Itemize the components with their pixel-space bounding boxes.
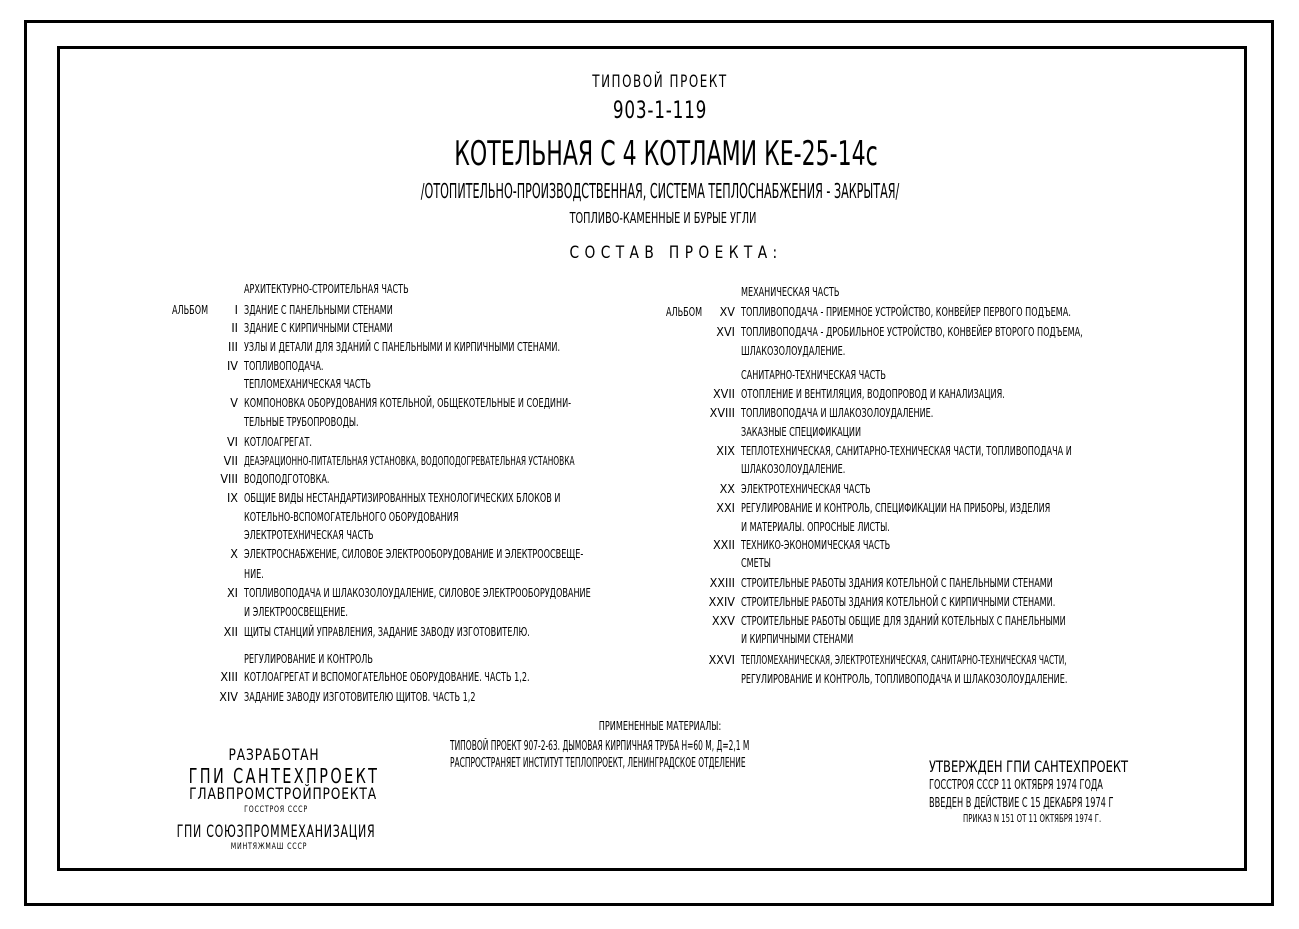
composition-heading: СОСТАВ ПРОЕКТА: <box>569 243 783 263</box>
album-row: XXV СТРОИТЕЛЬНЫЕ РАБОТЫ ОБЩИЕ ДЛЯ ЗДАНИЙ КОТЕЛЬНЫХ С ПАНЕЛЬНЫМИ <box>711 613 1066 628</box>
album-row: XXIII СТРОИТЕЛЬНЫЕ РАБОТЫ ЗДАНИЯ КОТЕЛЬНОЙ С ПАНЕЛЬНЫМИ СТЕНАМИ <box>709 575 1053 590</box>
album-row: XII ЩИТЫ СТАНЦИЙ УПРАВЛЕНИЯ, ЗАДАНИЕ ЗАВОДУ ИЗГОТОВИТЕЛЮ. <box>223 624 530 639</box>
album-row: IV ТОПЛИВОПОДАЧА. <box>226 358 324 373</box>
album-row-continued: НИЕ. <box>244 566 264 581</box>
developer-ministry: ГОССТРОЯ СССР <box>244 805 308 815</box>
section-electrical: ЭЛЕКТРОТЕХНИЧЕСКАЯ ЧАСТЬ <box>244 527 374 542</box>
album-row: XI ТОПЛИВОПОДАЧА И ШЛАКОЗОЛОУДАЛЕНИЕ, СИЛОВОЕ ЭЛЕКТРООБОРУДОВАНИЕ <box>226 585 591 600</box>
fuel-type: ТОПЛИВО-КАМЕННЫЕ И БУРЫЕ УГЛИ <box>569 209 757 227</box>
album-row: I ЗДАНИЕ С ПАНЕЛЬНЫМИ СТЕНАМИ <box>234 302 393 317</box>
section-regulation: РЕГУЛИРОВАНИЕ И КОНТРОЛЬ <box>244 651 373 666</box>
album-row-continued: ШЛАКОЗОЛОУДАЛЕНИЕ. <box>741 461 846 476</box>
album-row: XIII КОТЛОАГРЕГАТ И ВСПОМОГАТЕЛЬНОЕ ОБОРУДОВАНИЕ. ЧАСТЬ 1,2. <box>220 669 530 684</box>
album-row: XVIII ТОПЛИВОПОДАЧА И ШЛАКОЗОЛОУДАЛЕНИЕ. <box>709 405 934 420</box>
album-row: XXI РЕГУЛИРОВАНИЕ И КОНТРОЛЬ, СПЕЦИФИКАЦИИ НА ПРИБОРЫ, ИЗДЕЛИЯ <box>716 500 1051 515</box>
album-row: VI КОТЛОАГРЕГАТ. <box>226 434 312 449</box>
materials-line: РАСПРОСТРАНЯЕТ ИНСТИТУТ ТЕПЛОПРОЕКТ, ЛЕНИНГРАДСКОЕ ОТДЕЛЕНИЕ <box>450 756 746 771</box>
album-row-continued: РЕГУЛИРОВАНИЕ И КОНТРОЛЬ, ТОПЛИВОПОДАЧА И ШЛАКОЗОЛОУДАЛЕНИЕ. <box>741 671 1068 686</box>
order-number: ПРИКАЗ N 151 ОТ 11 ОКТЯБРЯ 1974 Г. <box>963 812 1102 825</box>
album-row: IX ОБЩИЕ ВИДЫ НЕСТАНДАРТИЗИРОВАННЫХ ТЕХНОЛОГИЧЕСКИХ БЛОКОВ И <box>226 490 561 505</box>
section-thermomechanical: ТЕПЛОМЕХАНИЧЕСКАЯ ЧАСТЬ <box>244 376 371 391</box>
album-row: II ЗДАНИЕ С КИРПИЧНЫМИ СТЕНАМИ <box>231 320 393 335</box>
album-label-left: АЛЬБОМ <box>172 302 209 317</box>
album-row-continued: ШЛАКОЗОЛОУДАЛЕНИЕ. <box>741 343 846 358</box>
album-row: XXVI ТЕПЛОМЕХАНИЧЕСКАЯ, ЭЛЕКТРОТЕХНИЧЕСКАЯ, САНИТАРНО-ТЕХНИЧЕСКАЯ ЧАСТИ, <box>708 652 1067 667</box>
approval-date: ГОССТРОЯ СССР 11 ОКТЯБРЯ 1974 ГОДА <box>929 778 1103 793</box>
developed-by: РАЗРАБОТАН <box>228 745 320 764</box>
section-specifications: ЗАКАЗНЫЕ СПЕЦИФИКАЦИИ <box>741 424 862 439</box>
album-row: XXIV СТРОИТЕЛЬНЫЕ РАБОТЫ ЗДАНИЯ КОТЕЛЬНОЙ С КИРПИЧНЫМИ СТЕНАМИ. <box>708 594 1056 609</box>
section-estimates: СМЕТЫ <box>741 555 771 570</box>
album-row: V КОМПОНОВКА ОБОРУДОВАНИЯ КОТЕЛЬНОЙ, ОБЩЕКОТЕЛЬНЫЕ И СОЕДИНИ- <box>230 395 572 410</box>
album-row: XVI ТОПЛИВОПОДАЧА - ДРОБИЛЬНОЕ УСТРОЙСТВО, КОНВЕЙЕР ВТОРОГО ПОДЪЕМА, <box>716 324 1083 339</box>
album-row: XX ЭЛЕКТРОТЕХНИЧЕСКАЯ ЧАСТЬ <box>719 481 871 496</box>
project-title: КОТЕЛЬНАЯ С 4 КОТЛАМИ КЕ-25-14с <box>454 134 878 174</box>
album-row-continued: КОТЕЛЬНО-ВСПОМОГАТЕЛЬНОГО ОБОРУДОВАНИЯ <box>244 509 459 524</box>
album-row: VII ДЕАЭРАЦИОННО-ПИТАТЕЛЬНАЯ УСТАНОВКА, ВОДОПОДОГРЕВАТЕЛЬНАЯ УСТАНОВКА <box>223 453 575 468</box>
section-mechanical: МЕХАНИЧЕСКАЯ ЧАСТЬ <box>741 284 840 299</box>
album-row-continued: ТЕЛЬНЫЕ ТРУБОПРОВОДЫ. <box>244 414 359 429</box>
approved-by: УТВЕРЖДЕН ГПИ САНТЕХПРОЕКТ <box>929 757 1129 776</box>
section-architecture: АРХИТЕКТУРНО-СТРОИТЕЛЬНАЯ ЧАСТЬ <box>244 281 409 296</box>
album-row-continued: И ЭЛЕКТРООСВЕЩЕНИЕ. <box>244 604 348 619</box>
section-sanitary: САНИТАРНО-ТЕХНИЧЕСКАЯ ЧАСТЬ <box>741 367 886 382</box>
project-type: ТИПОВОЙ ПРОЕКТ <box>592 72 728 92</box>
album-row: VIII ВОДОПОДГОТОВКА. <box>220 471 330 486</box>
album-row: III УЗЛЫ И ДЕТАЛИ ДЛЯ ЗДАНИЙ С ПАНЕЛЬНЫМИ И КИРПИЧНЫМИ СТЕНАМИ. <box>228 339 561 354</box>
album-row-continued: И МАТЕРИАЛЫ. ОПРОСНЫЕ ЛИСТЫ. <box>741 519 890 534</box>
album-row: XVII ОТОПЛЕНИЕ И ВЕНТИЛЯЦИЯ, ВОДОПРОВОД И КАНАЛИЗАЦИЯ. <box>712 386 1005 401</box>
album-row: X ЭЛЕКТРОСНАБЖЕНИЕ, СИЛОВОЕ ЭЛЕКТРООБОРУДОВАНИЕ И ЭЛЕКТРООСВЕЩЕ- <box>230 546 584 561</box>
effective-date: ВВЕДЕН В ДЕЙСТВИЕ С 15 ДЕКАБРЯ 1974 Г <box>929 796 1114 811</box>
album-row: XV ТОПЛИВОПОДАЧА - ПРИЕМНОЕ УСТРОЙСТВО, КОНВЕЙЕР ПЕРВОГО ПОДЪЕМА. <box>719 304 1071 319</box>
album-row: XXII ТЕХНИКО-ЭКОНОМИЧЕСКАЯ ЧАСТЬ <box>712 537 891 552</box>
project-number: 903-1-119 <box>612 96 708 124</box>
album-row: XIV ЗАДАНИЕ ЗАВОДУ ИЗГОТОВИТЕЛЮ ЩИТОВ. ЧАСТЬ 1,2 <box>219 689 476 704</box>
co-developer-ministry: МИНТЯЖМАШ СССР <box>230 842 308 852</box>
materials-line: ТИПОВОЙ ПРОЕКТ 907-2-63. ДЫМОВАЯ КИРПИЧНАЯ ТРУБА Н=60 М, Д=2,1 М <box>450 739 750 754</box>
album-row: XIX ТЕПЛОТЕХНИЧЕСКАЯ, САНИТАРНО-ТЕХНИЧЕСКАЯ ЧАСТИ, ТОПЛИВОПОДАЧА И <box>716 443 1072 458</box>
album-label-right: АЛЬБОМ <box>666 304 703 319</box>
co-developer-org: ГПИ СОЮЗПРОММЕХАНИЗАЦИЯ <box>176 822 376 842</box>
developer-org: ГПИ САНТЕХПРОЕКТ <box>188 764 380 788</box>
album-row-continued: И КИРПИЧНЫМИ СТЕНАМИ <box>741 631 854 646</box>
developer-parent: ГЛАВПРОМСТРОЙПРОЕКТА <box>189 784 377 803</box>
materials-title: ПРИМЕНЕННЫЕ МАТЕРИАЛЫ: <box>598 719 722 733</box>
project-subtitle: /ОТОПИТЕЛЬНО-ПРОИЗВОДСТВЕННАЯ, СИСТЕМА ТЕПЛОСНАБЖЕНИЯ - ЗАКРЫТАЯ/ <box>420 179 900 203</box>
